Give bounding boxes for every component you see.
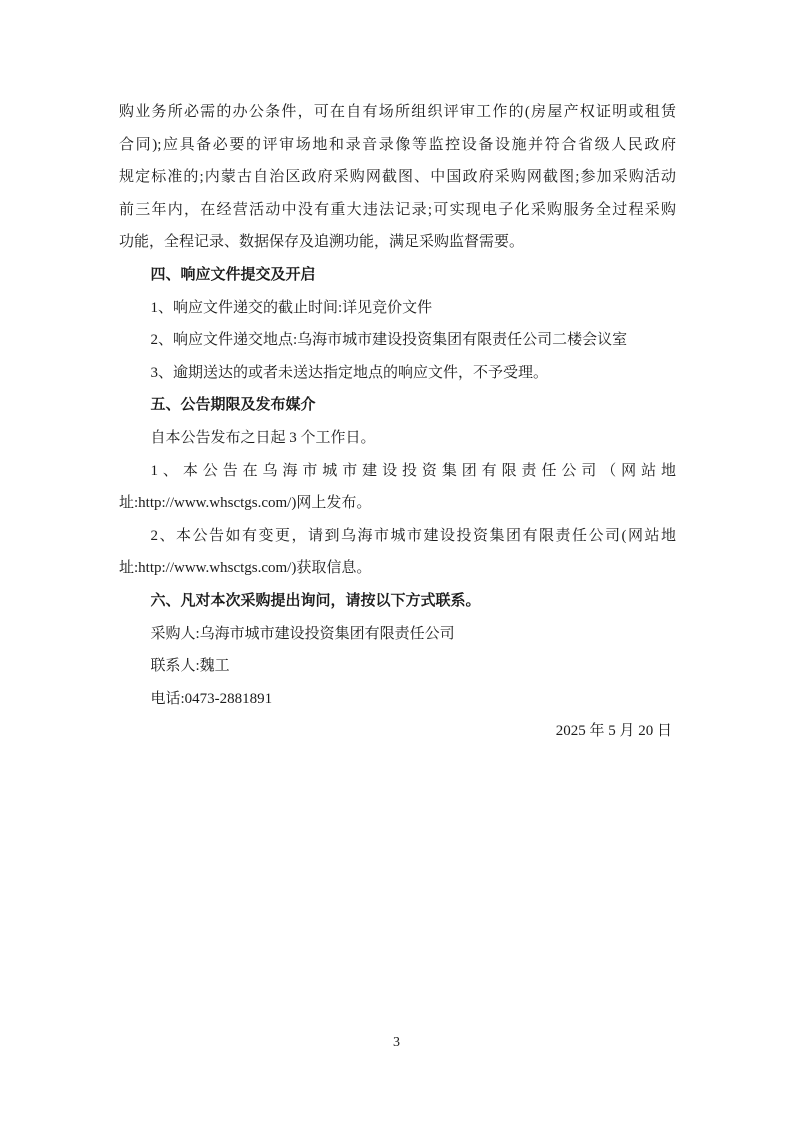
section-5-item-1-line-1: 1、本公告在乌海市城市建设投资集团有限责任公司（网站地 [150,462,676,479]
continuation-line-1: 购业务所必需的办公条件，可在自有场所组织评审工作的(房屋产权证明或租赁 [119,104,676,120]
page-number: 3 [393,1035,400,1050]
phone-line: 电话:0473-2881891 [150,690,273,707]
document-body [119,96,676,748]
continuation-line-5: 功能，全程记录、数据保存及追溯功能，满足采购监督需要。 [119,234,525,251]
contact-person-line: 联系人:魏工 [150,658,230,675]
section-4-item-1: 1、响应文件递交的截止时间:详见竞价文件 [150,299,433,316]
section-4-heading: 四、响应文件提交及开启 [150,266,316,283]
section-4-item-3: 3、逾期送达的或者未送达指定地点的响应文件，不予受理。 [150,364,549,381]
section-5-item-1-line-2: 址:http://www.whsctgs.com/)网上发布。 [119,495,372,512]
continuation-line-3: 规定标准的;内蒙古自治区政府采购网截图、中国政府采购网截图;参加采购活动 [119,169,676,186]
section-6-heading: 六、凡对本次采购提出询问，请按以下方式联系。 [150,592,481,609]
purchaser-line: 采购人:乌海市城市建设投资集团有限责任公司 [150,625,455,642]
section-4-item-2: 2、响应文件递交地点:乌海市城市建设投资集团有限责任公司二楼会议室 [150,332,628,349]
section-5-heading: 五、公告期限及发布媒介 [150,397,316,414]
date-line: 2025 年 5 月 20 日 [555,723,672,740]
section-5-item-2-line-2: 址:http://www.whsctgs.com/)获取信息。 [119,560,372,577]
section-5-duration: 自本公告发布之日起 3 个工作日。 [150,429,376,446]
continuation-line-4: 前三年内，在经营活动中没有重大违法记录;可实现电子化采购服务全过程采购 [119,201,676,218]
section-5-item-2-line-1: 2、本公告如有变更，请到乌海市城市建设投资集团有限责任公司(网站地 [150,527,676,544]
continuation-line-2: 合同);应具备必要的评审场地和录音录像等监控设备设施并符合省级人民政府 [119,136,676,153]
